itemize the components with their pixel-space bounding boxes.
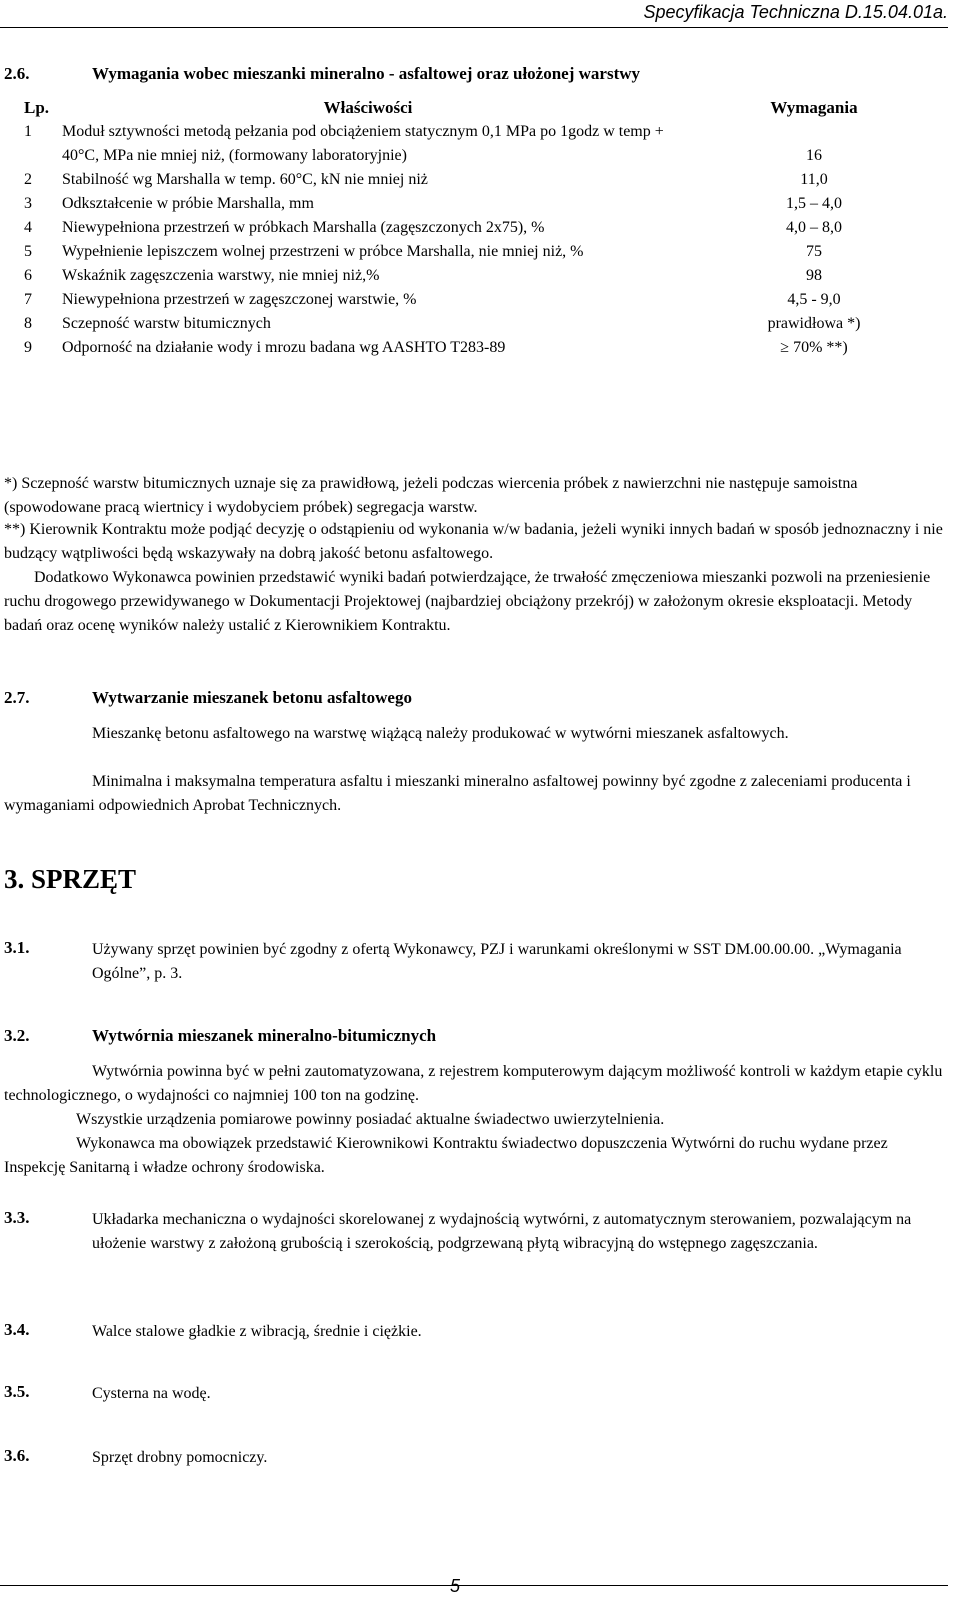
section-3-5-number: 3.5. <box>4 1382 30 1401</box>
note-2: **) Kierownik Kontraktu może podjąć decyzję o odstąpieniu od wykonania w/w badania, jeżeli wyniki innych badań w sposób jednoznaczny i nie budzący wątpliwości będą wskazywały na dobrą jakość betonu asfaltowego. <box>4 521 943 562</box>
section-3-2-title: Wytwórnia mieszanek mineralno-bitumicznych <box>92 1026 437 1045</box>
table-row <box>6 288 946 312</box>
row-property: Niewypełniona przestrzeń w zagęszczonej warstwie, % <box>62 291 417 308</box>
header-requirements: Wymagania <box>770 98 858 117</box>
table-row <box>6 264 946 288</box>
section-3-5-text: Cysterna na wodę. <box>92 1385 211 1402</box>
section-2-6-number: 2.6. <box>4 64 30 83</box>
section-3-1-text: Używany sprzęt powinien być zgodny z ofertą Wykonawcy, PZJ i warunkami określonymi w SST DM.00.00.00. „Wymagania Ogólne”, p. 3. <box>92 941 902 982</box>
row-requirement: 4,5 - 9,0 <box>787 291 841 308</box>
row-lp: 3 <box>24 195 32 212</box>
row-lp: 1 <box>24 123 32 140</box>
section-3-3-text: Układarka mechaniczna o wydajności skorelowanej z wydajnością wytwórni, z automatycznym sterowaniem, pozwalającym na ułożenie warstwy z założoną grubością i szerokością, podgrzewaną płytą wibracyjną do wstępnego zagęszczania. <box>92 1211 912 1252</box>
header-properties: Właściwości <box>323 98 413 117</box>
header-spec-title: Specyfikacja Techniczna D.15.04.01a. <box>643 2 948 22</box>
footer-divider <box>0 1585 948 1586</box>
row-requirement: prawidłowa *) <box>767 315 861 332</box>
section-3-3-number: 3.3. <box>4 1208 30 1227</box>
requirements-table <box>6 98 946 360</box>
section-3-4-number: 3.4. <box>4 1320 30 1339</box>
section-3-2-paragraph-1: Wytwórnia powinna być w pełni zautomatyzowana, z rejestrem komputerowym dającym możliwość kontroli w każdym etapie cyklu technologicznego, o wydajności co najmniej 100 ton na godzinę. <box>4 1063 943 1104</box>
section-3-2-number: 3.2. <box>4 1026 30 1045</box>
note-3: Dodatkowo Wykonawca powinien przedstawić wyniki badań potwierdzające, że trwałość zmęczeniowa mieszanki pozwoli na przeniesienie ruchu drogowego przewidywanego w Dokumentacji Projektowej (najbardziej obciążony przekrój) w założonym okresie eksploatacji. Metody badań oraz ocenę wyników należy ustalić z Kierownikiem Kontraktu. <box>4 569 931 634</box>
section-2-7-title: Wytwarzanie mieszanek betonu asfaltowego <box>92 688 412 707</box>
section-3-2-paragraph-2: Wszystkie urządzenia pomiarowe powinny posiadać aktualne świadectwo uwierzytelnienia. <box>76 1111 665 1128</box>
row-requirement: 4,0 – 8,0 <box>786 219 842 236</box>
row-property: Moduł sztywności metodą pełzania pod obciążeniem statycznym 0,1 MPa po 1godz w temp + 40°C, MPa nie mniej niż, (formowany laboratoryjnie) <box>62 123 664 164</box>
row-property: Wypełnienie lepiszczem wolnej przestrzeni w próbce Marshalla, nie mniej niż, % <box>62 243 584 260</box>
row-requirement: 75 <box>806 243 822 260</box>
row-requirement: 16 <box>806 147 822 164</box>
note-1: *) Sczepność warstw bitumicznych uznaje się za prawidłową, jeżeli podczas wiercenia próbek z nawierzchni nie następuje samoistna (spowodowane pracą wiertnicy i wydobyciem próbek) segregacja warstw. <box>4 475 858 516</box>
table-row <box>6 240 946 264</box>
section-3-2-paragraph-3: Wykonawca ma obowiązek przedstawić Kierownikowi Kontraktu świadectwo dopuszczenia Wytwórni do ruchu wydane przez Inspekcję Sanitarną i władze ochrony środowiska. <box>4 1135 888 1176</box>
row-property: Odkształcenie w próbie Marshalla, mm <box>62 195 314 212</box>
row-property: Sczepność warstw bitumicznych <box>62 315 271 332</box>
section-2-7-paragraph-2: Minimalna i maksymalna temperatura asfaltu i mieszanki mineralno asfaltowej powinny być zgodne z zaleceniami producenta i wymaganiami odpowiednich Aprobat Technicznych. <box>4 773 911 814</box>
table-header-row <box>6 98 946 120</box>
row-requirement: 1,5 – 4,0 <box>786 195 842 212</box>
row-property: Odporność na działanie wody i mrozu badana wg AASHTO T283-89 <box>62 339 506 356</box>
row-lp: 8 <box>24 315 32 332</box>
row-requirement: ≥ 70% **) <box>780 339 848 356</box>
table-row <box>6 168 946 192</box>
row-property: Niewypełniona przestrzeń w próbkach Marshalla (zagęszczonych 2x75), % <box>62 219 545 236</box>
row-requirement: 98 <box>806 267 822 284</box>
table-row <box>6 216 946 240</box>
table-body <box>6 120 946 360</box>
row-property: Wskaźnik zagęszczenia warstwy, nie mniej niż,% <box>62 267 380 284</box>
table-row <box>6 192 946 216</box>
row-lp: 2 <box>24 171 32 188</box>
table-row <box>6 336 946 360</box>
section-3-1-number: 3.1. <box>4 938 30 957</box>
row-lp: 7 <box>24 291 32 308</box>
row-requirement: 11,0 <box>800 171 828 188</box>
section-3-6-text: Sprzęt drobny pomocniczy. <box>92 1449 268 1466</box>
page-number: 5 <box>450 1576 461 1596</box>
table-row <box>6 120 946 168</box>
section-2-7-paragraph-1: Mieszankę betonu asfaltowego na warstwę wiążącą należy produkować w wytwórni mieszanek asfaltowych. <box>92 725 789 742</box>
section-3-6-number: 3.6. <box>4 1446 30 1465</box>
table-row <box>6 312 946 336</box>
row-property: Stabilność wg Marshalla w temp. 60°C, kN nie mniej niż <box>62 171 428 188</box>
row-lp: 6 <box>24 267 32 284</box>
section-3-4-text: Walce stalowe gładkie z wibracją, średnie i ciężkie. <box>92 1323 422 1340</box>
row-lp: 9 <box>24 339 32 356</box>
header-lp: Lp. <box>24 98 50 117</box>
section-2-7-number: 2.7. <box>4 688 30 707</box>
header-divider <box>0 27 948 28</box>
row-lp: 4 <box>24 219 32 236</box>
section-3-title: 3. SPRZĘT <box>4 864 137 894</box>
section-2-6-title: Wymagania wobec mieszanki mineralno - asfaltowej oraz ułożonej warstwy <box>92 64 641 83</box>
row-lp: 5 <box>24 243 32 260</box>
